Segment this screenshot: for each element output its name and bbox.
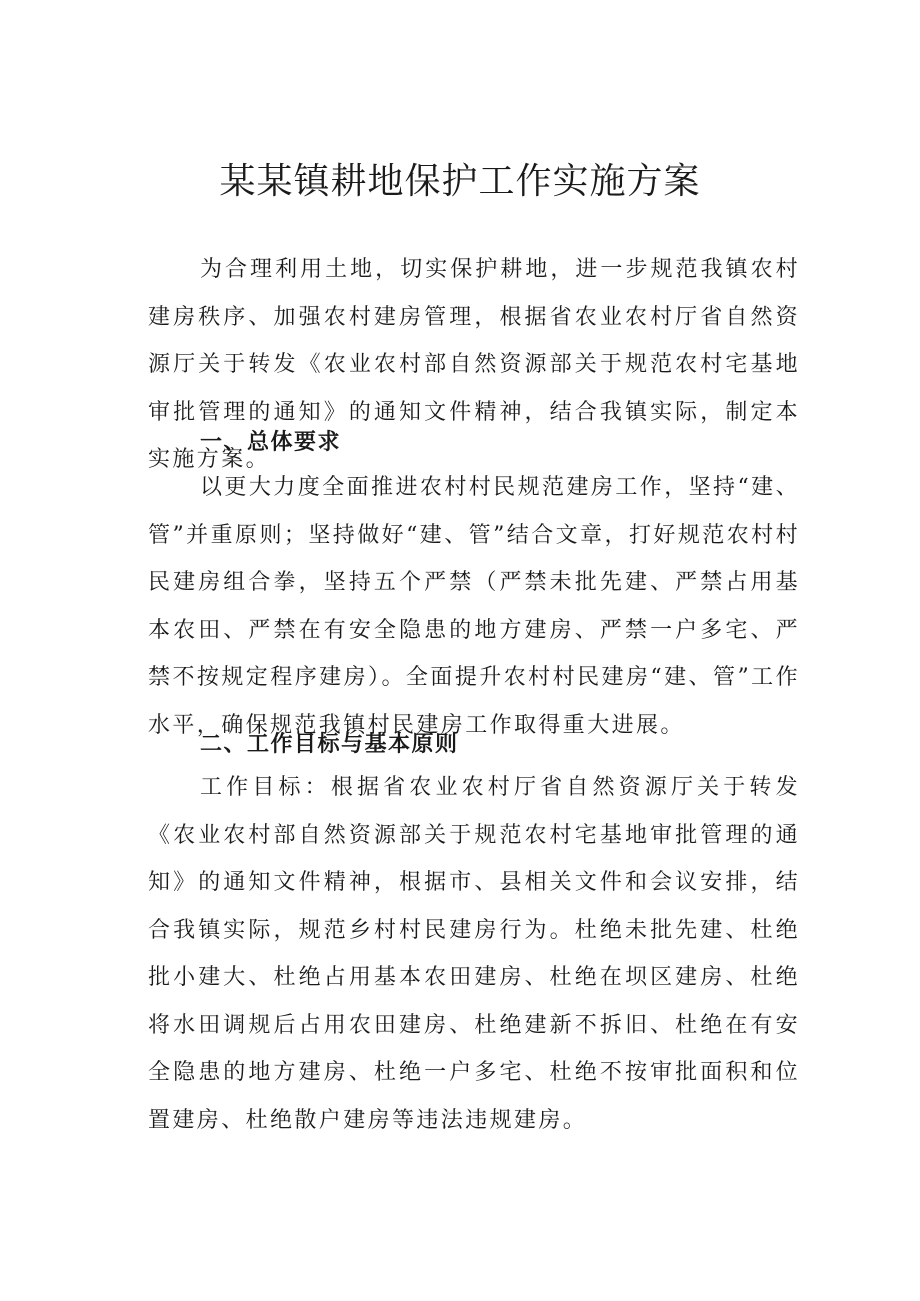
work-goals-paragraph: 工作目标：根据省农业农村厅省自然资源厅关于转发《农业农村部自然资源部关于规范农村宅基地审批管理的通知》的通知文件精神，根据市、县相关文件和会议安排，结合我镇实际，规范乡村村民建房行为。杜绝未批先建、杜绝批小建大、杜绝占用基本农田建房、杜绝在坝区建房、杜绝将水田调规后占用农田建房、杜绝建新不拆旧、杜绝在有安全隐患的地方建房、杜绝一户多宅、杜绝不按审批面积和位置建房、杜绝散户建房等违法违规建房。 — [148, 775, 800, 1133]
general-requirements-paragraph: 以更大力度全面推进农村村民规范建房工作，坚持“建、管”并重原则；坚持做好“建、管”结合文章，打好规范农村村民建房组合拳，坚持五个严禁（严禁未批先建、严禁占用基本农田、严禁在有安全隐患的地方建房、严禁一户多宅、严禁不按规定程序建房）。全面提升农村村民建房“建、管”工作水平，确保规范我镇村民建房工作取得重大进展。 — [148, 475, 800, 738]
section-heading-goals-principles: 二、工作目标与基本原则 — [200, 732, 459, 757]
intro-paragraph: 为合理利用土地，切实保护耕地，进一步规范我镇农村建房秩序、加强农村建房管理，根据省农业农村厅省自然资源厅关于转发《农业农村部自然资源部关于规范农村宅基地审批管理的通知》的通知文件精神，结合我镇实际，制定本实施方案。 — [148, 257, 800, 472]
section-heading-general-requirements: 一、总体要求 — [200, 430, 342, 455]
document-title: 某某镇耕地保护工作实施方案 — [219, 161, 701, 202]
